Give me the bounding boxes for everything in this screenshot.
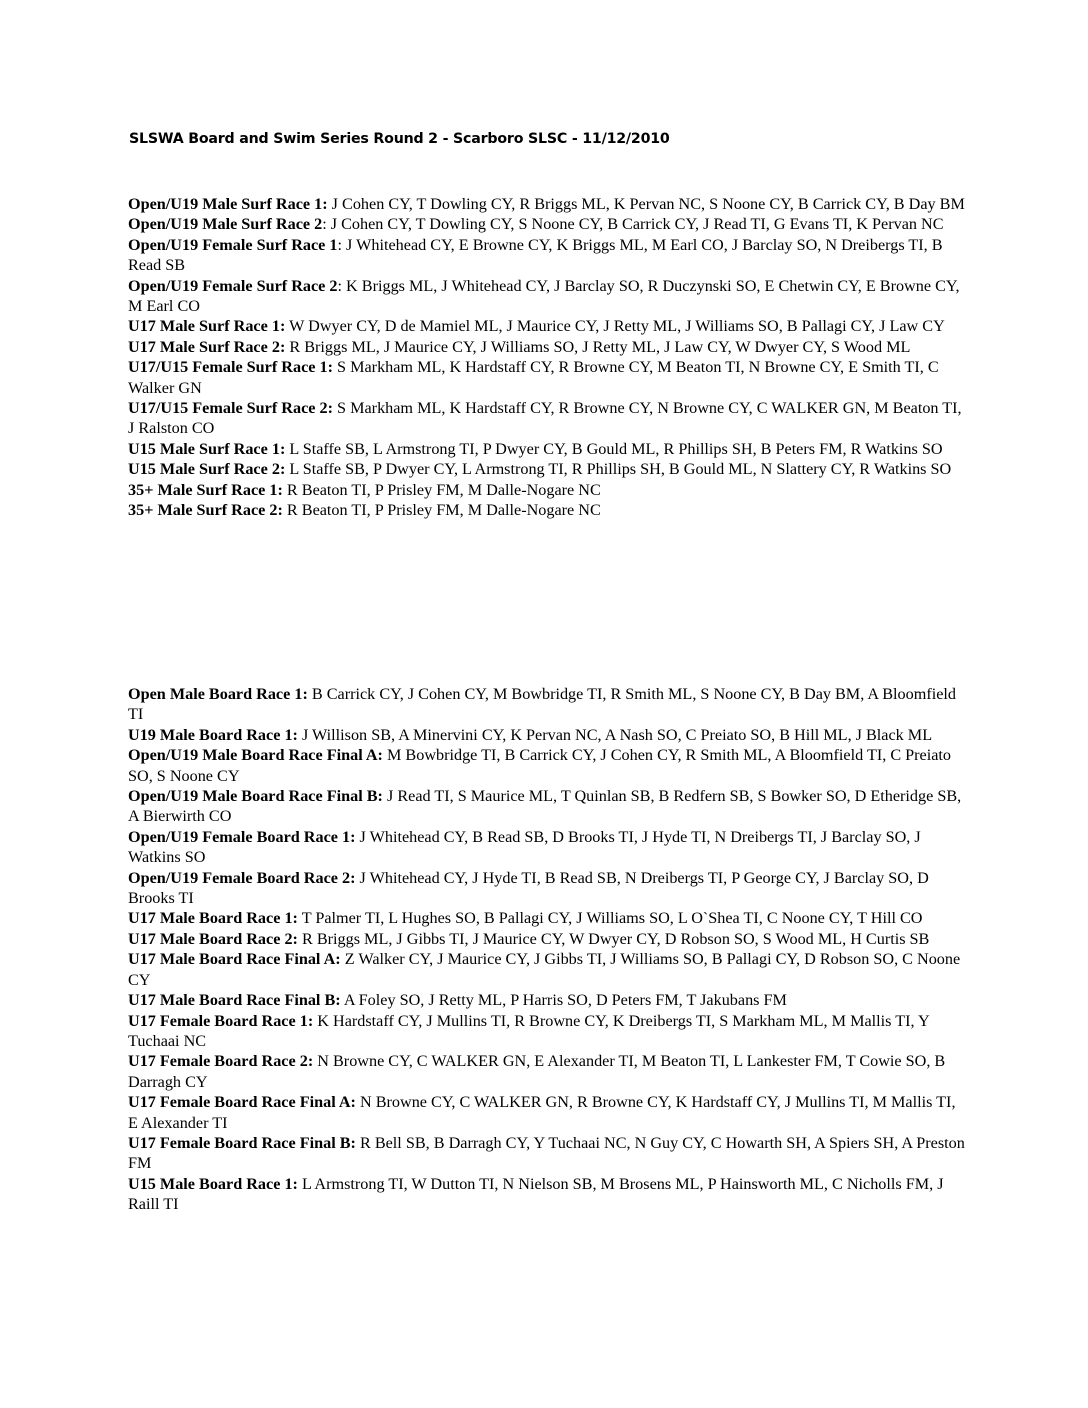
race-results: J Read TI, S Maurice ML, T Quinlan SB, B Redfern SB, S Bowker SO, D Etheridge SB, A Bierwirth CO: [128, 787, 962, 826]
race-name: Open/U19 Female Board Race 2:: [128, 868, 356, 887]
result-entry: [128, 1051, 968, 1092]
race-name: U19 Male Board Race 1:: [128, 725, 298, 744]
race-name: U17 Male Board Race 2:: [128, 929, 298, 948]
result-entry: [128, 786, 968, 827]
result-entry: [128, 745, 968, 786]
race-name: U15 Male Surf Race 1:: [128, 439, 286, 458]
race-name: Open/U19 Male Board Race Final B:: [128, 787, 383, 806]
race-results: L Armstrong TI, W Dutton TI, N Nielson SB, M Brosens ML, P Hainsworth ML, C Nicholls FM, J Raill TI: [128, 1174, 944, 1214]
result-entry: [128, 276, 968, 317]
race-results: J Whitehead CY, B Read SB, D Brooks TI, J Hyde TI, N Dreibergs TI, J Barclay SO, J Watkins SO: [128, 827, 921, 867]
race-results: : K Briggs ML, J Whitehead CY, J Barclay SO, R Duczynski SO, E Chetwin CY, E Browne CY, M Earl CO: [128, 276, 960, 316]
document-title: SLSWA Board and Swim Series Round 2 - Scarboro SLSC - 11/12/2010: [129, 131, 670, 147]
result-entry: [128, 1011, 968, 1052]
race-name: U17 Female Board Race 1:: [128, 1011, 314, 1030]
race-results: K Hardstaff CY, J Mullins TI, R Browne CY, K Dreibergs TI, S Markham ML, M Mallis TI, Y Tuchaai NC: [128, 1011, 930, 1050]
result-entry: [128, 684, 968, 725]
race-results: R Briggs ML, J Maurice CY, J Williams SO, J Retty ML, J Law CY, W Dwyer CY, S Wood ML: [285, 337, 911, 356]
result-entry: [128, 990, 968, 1010]
race-results: A Foley SO, J Retty ML, P Harris SO, D Peters FM, T Jakubans FM: [340, 991, 787, 1010]
surf-results-section: [128, 194, 968, 521]
race-name: U15 Male Surf Race 2:: [128, 460, 286, 479]
race-name: U17 Female Board Race Final A:: [128, 1093, 356, 1112]
race-name: U17 Male Board Race Final B:: [128, 991, 341, 1010]
result-entry: [128, 908, 968, 928]
race-results: M Bowbridge TI, B Carrick CY, J Cohen CY, R Smith ML, A Bloomfield TI, C Preiato SO, S Noone CY: [128, 746, 952, 785]
race-name: U17 Male Surf Race 2:: [128, 337, 286, 356]
result-entry: [128, 337, 968, 357]
race-name: Open/U19 Male Board Race Final A:: [128, 746, 383, 765]
race-results: J Whitehead CY, J Hyde TI, B Read SB, N Dreibergs TI, P George CY, J Barclay SO, D Brooks TI: [128, 868, 929, 908]
race-results: W Dwyer CY, D de Mamiel ML, J Maurice CY, J Retty ML, J Williams SO, B Pallagi CY, J Law CY: [285, 317, 945, 336]
result-entry: [128, 459, 968, 479]
race-name: Open/U19 Female Surf Race 1: [128, 235, 338, 254]
race-name: U17 Male Surf Race 1:: [128, 317, 286, 336]
result-entry: [128, 398, 968, 439]
race-name: 35+ Male Surf Race 1:: [128, 480, 283, 499]
result-entry: [128, 827, 968, 868]
race-name: 35+ Male Surf Race 2:: [128, 501, 283, 520]
result-entry: [128, 316, 968, 336]
race-results: J Cohen CY, T Dowling CY, R Briggs ML, K Pervan NC, S Noone CY, B Carrick CY, B Day BM: [327, 195, 965, 213]
race-results: L Staffe SB, P Dwyer CY, L Armstrong TI, R Phillips SH, B Gould ML, N Slattery CY, R Watkins SO: [285, 460, 952, 479]
result-entry: [128, 868, 968, 909]
result-entry: [128, 214, 968, 234]
race-name: U17 Male Board Race 1:: [128, 909, 298, 928]
result-entry: [128, 480, 968, 500]
race-name: Open/U19 Female Board Race 1:: [128, 827, 356, 846]
result-entry: [128, 929, 968, 949]
race-name: U15 Male Board Race 1:: [128, 1174, 298, 1193]
race-name: U17 Female Board Race 2:: [128, 1052, 314, 1071]
result-entry: [128, 1092, 968, 1133]
race-results: B Carrick CY, J Cohen CY, M Bowbridge TI, R Smith ML, S Noone CY, B Day BM, A Bloomfield TI: [128, 685, 956, 724]
race-results: T Palmer TI, L Hughes SO, B Pallagi CY, J Williams SO, L O`Shea TI, C Noone CY, T Hill CO: [297, 909, 923, 928]
result-entry: [128, 1133, 968, 1174]
race-results: : J Cohen CY, T Dowling CY, S Noone CY, B Carrick CY, J Read TI, G Evans TI, K Pervan NC: [322, 215, 944, 234]
race-results: R Briggs ML, J Gibbs TI, J Maurice CY, W Dwyer CY, D Robson SO, S Wood ML, H Curtis SB: [297, 929, 930, 948]
result-entry: [128, 439, 968, 459]
result-entry: [128, 235, 968, 276]
race-results: J Willison SB, A Minervini CY, K Pervan NC, A Nash SO, C Preiato SO, B Hill ML, J Black ML: [297, 725, 933, 744]
race-name: U17/U15 Female Surf Race 1:: [128, 358, 333, 377]
race-results: R Beaton TI, P Prisley FM, M Dalle-Nogare NC: [282, 480, 601, 499]
result-entry: [128, 357, 968, 398]
race-results: R Beaton TI, P Prisley FM, M Dalle-Nogare NC: [282, 501, 601, 520]
result-entry: [128, 1174, 968, 1215]
result-entry: [128, 500, 968, 520]
race-name: U17/U15 Female Surf Race 2:: [128, 399, 333, 418]
race-results: L Staffe SB, L Armstrong TI, P Dwyer CY, B Gould ML, R Phillips SH, B Peters FM, R Watkins SO: [285, 439, 943, 458]
result-entry: [128, 949, 968, 990]
race-results: Z Walker CY, J Maurice CY, J Gibbs TI, J Williams SO, B Pallagi CY, D Robson SO, C Noone CY: [128, 950, 961, 989]
race-name: Open Male Board Race 1:: [128, 685, 308, 703]
race-name: Open/U19 Male Surf Race 2: [128, 215, 323, 234]
race-results: N Browne CY, C WALKER GN, E Alexander TI, M Beaton TI, L Lankester FM, T Cowie SO, B Darragh CY: [128, 1052, 946, 1091]
race-name: Open/U19 Female Surf Race 2: [128, 276, 338, 295]
board-results-section: [128, 684, 968, 1215]
race-results: S Markham ML, K Hardstaff CY, R Browne CY, M Beaton TI, N Browne CY, E Smith TI, C Walker GN: [128, 358, 939, 397]
result-entry: [128, 194, 968, 214]
race-results: N Browne CY, C WALKER GN, R Browne CY, K Hardstaff CY, J Mullins TI, M Mallis TI, E Alexander TI: [128, 1093, 956, 1132]
race-name: U17 Female Board Race Final B:: [128, 1133, 356, 1152]
race-name: Open/U19 Male Surf Race 1:: [128, 195, 328, 213]
race-name: U17 Male Board Race Final A:: [128, 950, 341, 969]
result-entry: [128, 725, 968, 745]
race-results: S Markham ML, K Hardstaff CY, R Browne CY, N Browne CY, C WALKER GN, M Beaton TI, J Ralston CO: [128, 399, 962, 438]
race-results: : J Whitehead CY, E Browne CY, K Briggs ML, M Earl CO, J Barclay SO, N Dreibergs TI, B Read SB: [128, 235, 943, 275]
race-results: R Bell SB, B Darragh CY, Y Tuchaai NC, N Guy CY, C Howarth SH, A Spiers SH, A Preston FM: [128, 1133, 965, 1173]
